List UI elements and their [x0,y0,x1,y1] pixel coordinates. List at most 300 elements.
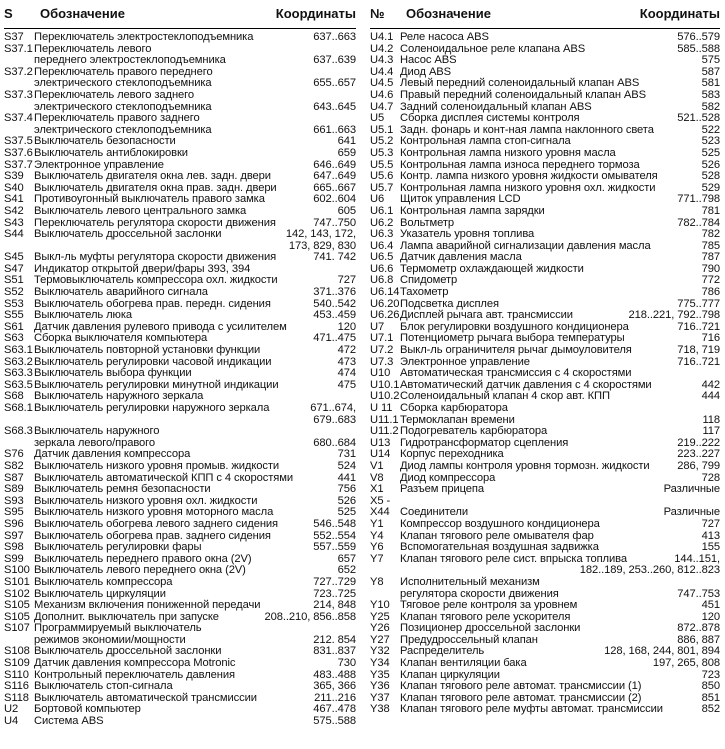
row-coords: 581 [701,77,720,90]
row-coords: 118 [702,413,720,426]
row-name: Исполнительный механизм [400,575,540,588]
row-code: U4.1 [370,31,394,43]
row-code: S44 [4,228,24,241]
row-name: Автоматическая трансмиссия с 4 скоростями [400,367,632,380]
row-name: Выключатель левого центрального замка [34,204,247,217]
row-name: Выключатель регулировки наружного зеркала [34,402,270,414]
row-coords: 728 [701,471,720,484]
row-name: Левый передний соленоидальный клапан ABS [400,77,640,90]
row-name: Выключатель левого переднего окна (2V) [34,564,246,577]
table-row [4,287,356,299]
row-name: Система ABS [34,715,104,728]
row-code: U6.14 [370,286,400,299]
row-name: Выключатель регулировки часовой индикации [34,355,272,368]
row-coords: 442 [701,378,720,391]
row-coords: 529 [701,181,720,194]
row-code: U7.3 [370,355,394,368]
row-code: S68 [4,390,24,403]
row-code: S63.3 [4,367,33,380]
table-row [370,32,720,44]
row-name: Выключатель обогрева прав. передн. сидения [34,297,271,310]
row-code: U13 [370,436,391,449]
row-coords: 552..554 [313,529,356,542]
row-code: S109 [4,657,30,670]
row-name: Выключатель регулировки фары [34,541,202,554]
row-code: Y25 [370,610,390,623]
row-coords: 128, 168, 244, 801, 894 [604,645,720,658]
table-row [4,577,356,589]
row-coords: 605 [337,204,356,217]
table-row [4,113,356,125]
row-coords: 659 [337,146,356,159]
row-name: Выключатель двигателя окна лев. задн. двери [34,170,271,183]
row-code: S76 [4,448,24,461]
row-name: Выключатель дроссельной заслонки [34,645,222,658]
row-code: S107 [4,622,30,635]
row-name: Диод лампы контроля уровня тормозн. жидкости [400,459,650,472]
row-name: Механизм включения пониженной передачи [34,599,261,612]
row-coords: 652 [337,564,356,577]
row-coords: 120 [337,320,356,333]
row-name: Переключатель правого переднего [34,65,213,78]
row-coords: 525 [701,146,720,159]
row-name: электрического стеклоподъемника [34,77,212,90]
row-code: U5.5 [370,158,394,171]
table-row [4,716,356,728]
row-coords: 522 [701,123,720,136]
row-coords: 661..663 [313,123,356,136]
row-code: S61 [4,320,24,333]
row-coords: Различные [663,506,720,519]
row-coords: 731 [337,448,356,461]
row-code: U5 [370,112,385,125]
row-code: U6.8 [370,274,394,287]
row-coords [717,403,720,415]
row-coords: 787 [701,251,720,264]
row-code: U4.3 [370,54,394,67]
row-coords: 723..725 [313,587,356,600]
row-coords: 521..528 [677,112,720,125]
row-code: S68.3 [4,425,33,438]
row-code: S37.6 [4,146,33,159]
row-coords: 557..559 [313,541,356,554]
row-name: Выключатель обогрева левого заднего сидения [34,517,279,530]
row-code: S43 [4,216,24,229]
row-name: Переключатель левого [34,42,152,55]
row-name: электрического стеклоподъемника [34,100,212,113]
row-name: Реле насоса ABS [400,31,489,43]
left-table [4,32,356,728]
row-name: Диод ABS [400,65,452,78]
row-name: Лампа аварийной сигнализации давления масла [400,239,651,252]
row-coords: 583 [701,88,720,101]
row-name: Распределитель [400,645,485,658]
row-name: Электронное управление [34,158,164,171]
row-coords: 582 [701,100,720,113]
row-code: Y27 [370,633,390,646]
table-row [370,600,720,612]
row-name: Клапан тягового реле ускорителя [400,610,571,623]
row-code: S101 [4,575,30,588]
row-coords: 587 [701,65,720,78]
row-name: Выключатель безопасности [34,135,176,148]
row-coords: 671..674, [310,402,356,414]
row-coords: 643..645 [313,100,356,113]
table-row [4,171,356,183]
row-coords [717,577,720,589]
row-code: S102 [4,587,30,600]
table-row [4,345,356,357]
row-code: V1 [370,459,384,472]
row-name: Позиционер дроссельной заслонки [400,622,581,635]
row-code: S41 [4,193,24,206]
row-coords: 142, 143, 172, [285,228,356,241]
table-row [4,148,356,160]
row-code: U6.20 [370,297,400,310]
row-code: U7 [370,320,385,333]
row-coords: 451 [701,599,720,612]
row-coords: 585..588 [677,42,720,55]
row-coords: 575 [701,54,720,67]
row-coords: 852 [701,703,720,716]
row-coords: 223..227 [677,448,720,461]
row-code: U6.5 [370,251,394,264]
row-code: S82 [4,459,24,472]
row-coords [353,113,356,125]
table-row [4,600,356,612]
row-name: Датчик давления масла [400,251,522,264]
table-row [4,542,356,554]
row-code: U10 [370,367,391,380]
table-row [370,171,720,183]
row-name: Выключатель наружного [34,425,160,438]
row-code: S37.3 [4,88,33,101]
row-code: S87 [4,471,24,484]
left-column [4,6,356,728]
left-header [4,6,356,29]
row-coords: 785 [701,239,720,252]
row-coords: 771..798 [677,193,720,206]
row-coords: 680..684 [313,436,356,449]
row-name: Датчик давления компрессора Motronic [34,657,236,670]
row-code: S40 [4,181,24,194]
right-header [370,6,720,29]
row-coords: 716 [701,332,720,345]
row-code: S47 [4,262,24,275]
row-coords: 371..376 [313,286,356,299]
row-coords: 647..649 [313,170,356,183]
row-coords: 444 [701,390,720,403]
row-code: S105 [4,610,30,623]
row-code: S108 [4,645,30,658]
row-code: S93 [4,494,24,507]
row-coords: 727 [701,517,720,530]
row-code: S99 [4,552,24,565]
row-name: Выключатель компрессора [34,575,173,588]
row-name: Задн. фонарь и конт-ная лампа наклонного света [400,123,654,136]
row-name: Переключатель левого заднего [34,88,195,101]
row-code: S96 [4,517,24,530]
row-code: U6.3 [370,228,394,241]
right-table [370,32,720,716]
row-name: Бортовой компьютер [34,703,141,716]
row-coords: 472 [337,344,356,357]
row-coords: 782 [701,228,720,241]
row-coords: 214, 848 [313,599,356,612]
row-code: U6.26 [370,309,400,322]
table-row [4,90,356,102]
row-name: Указатель уровня топлива [400,228,535,241]
row-name: Программируемый выключатель [34,622,202,635]
row-name: Выключатель аварийного сигнала [34,286,208,299]
row-name: Выключатель наружного зеркала [34,390,204,403]
row-coords: 526 [701,158,720,171]
row-code: Y4 [370,529,384,542]
row-code: S116 [4,680,29,693]
row-coords: 851 [701,691,720,704]
row-name: Тяговое реле контроля за уровнем [400,599,578,612]
row-code: U5.6 [370,170,394,183]
row-code: U5.1 [370,123,394,136]
row-name: Автоматический датчик давления с 4 скоростями [400,378,652,391]
row-code: U7.1 [370,332,394,345]
row-coords: 655..657 [313,77,356,90]
row-code: X44 [370,506,390,519]
row-name: Клапан тягового реле омывателя фар [400,529,594,542]
table-row [4,461,356,473]
table-row [370,90,720,102]
row-coords: 365, 366 [313,680,356,693]
row-coords: 208..210, 856..858 [264,610,356,623]
row-coords: 679..683 [313,413,356,426]
row-code: X5 - [370,494,391,507]
row-coords: 781 [701,204,720,217]
row-code: S37.2 [4,65,33,78]
row-name: Соединители [400,506,469,519]
row-name: Выключатель антиблокировки [34,146,188,159]
row-name: Подсветка дисплея [400,297,499,310]
row-code: U4.7 [370,100,394,113]
row-name: Выключатель люка [34,309,132,322]
row-code: U 11 [370,402,393,414]
row-name: Выключатель обогрева прав. заднего сидения [34,529,271,542]
row-coords: 872..878 [677,622,720,635]
row-name: Контр. лампа низкого уровня жидкости омывателя [400,170,658,183]
table-row [370,542,720,554]
table-row [4,206,356,218]
row-name: Выключатель циркуляции [34,587,166,600]
table-row [370,113,720,125]
table-row [4,658,356,670]
row-code: S63.5 [4,378,33,391]
row-name: Выключатель выбора функции [34,367,192,380]
row-code: S37.4 [4,112,33,125]
table-row [370,658,720,670]
row-code: S42 [4,204,24,217]
row-name: Блок регулировки воздушного кондиционера [400,320,629,333]
row-code: U11.1 [370,413,399,426]
row-coords: 772 [701,274,720,287]
row-coords: 540..542 [313,297,356,310]
row-name: Контрольная лампа зарядки [400,204,545,217]
row-name: Тахометр [400,286,449,299]
row-code: S39 [4,170,24,183]
row-name: Индикатор открытой двери/фары 393, 394 [34,262,251,275]
row-coords: 120 [701,610,720,623]
row-code: S105 [4,599,30,612]
row-coords: 483..488 [313,668,356,681]
row-code: Y26 [370,622,390,635]
row-code: U5.3 [370,146,394,159]
row-name: Задний соленоидальный клапан ABS [400,100,592,113]
header-coords: Координаты [275,6,356,21]
row-name: Выключатель двигателя окна прав. задн. двери [34,181,277,194]
row-coords: 775..777 [677,297,720,310]
row-name: Сборка дисплея системы контроля [400,112,580,125]
row-coords: 637..663 [313,31,356,43]
row-name: Клапан тягового реле автомат. трансмиссии (2) [400,691,642,704]
row-code: S63.2 [4,355,33,368]
row-coords: 526 [337,494,356,507]
row-code: Y8 [370,575,384,588]
row-coords: 211..216 [314,691,356,704]
row-code: Y1 [370,517,384,530]
row-code: U4.6 [370,88,394,101]
row-code: Y10 [370,599,390,612]
row-name: Диод компрессора [400,471,496,484]
row-name: Выключатель стоп-сигнала [34,680,173,693]
row-name: Контрольная лампа износа переднего тормоза [400,158,640,171]
row-coords: 602..604 [313,193,356,206]
row-coords: 716..721 [677,355,720,368]
row-coords: 886, 887 [677,633,720,646]
row-code: Y6 [370,541,384,554]
row-coords: 665..667 [313,181,356,194]
row-name: Термометр охлаждающей жидкости [400,262,584,275]
row-coords: 723 [701,668,720,681]
row-name: Выключатель повторной установки функции [34,344,261,357]
row-name: Переключатель электростеклоподъемника [34,31,254,43]
row-coords: 473 [337,355,356,368]
row-name: Дополнит. выключатель при запуске [34,610,219,623]
table-row [370,577,720,589]
row-name: Правый передний соленоидальный клапан ABS [400,88,647,101]
row-name: Выключатель дроссельной заслонки [34,228,222,241]
table-row [370,461,720,473]
row-code: S53 [4,297,24,310]
header-name: Обозначение [40,6,125,21]
row-name: Сборка выключателя компьютера [34,332,208,345]
row-code: Y36 [370,680,390,693]
table-row [4,229,356,241]
right-column [370,6,720,716]
row-name: Выкл-ль муфты регулятора скорости движения [34,251,277,264]
row-coords: 117 [702,425,720,438]
table-row [370,403,720,415]
row-coords: 641 [337,135,356,148]
row-coords: 747..750 [313,216,356,229]
row-coords: 831..837 [313,645,356,658]
row-code: S100 [4,564,30,577]
row-name: Вольтметр [400,216,455,229]
row-name: Клапан тягового реле автомат. трансмиссии (1) [400,680,642,693]
row-name: Подогреватель карбюратора [400,425,548,438]
row-name: Контрольная лампа стоп-сигнала [400,135,571,148]
row-coords: 790 [701,262,720,275]
row-name: Датчик давления рулевого привода с усилителем [34,320,287,333]
row-code: U6.6 [370,262,394,275]
row-code: U14 [370,448,391,461]
row-name: Термоклапан времени [400,413,515,426]
row-name: Электронное управление [400,355,530,368]
table-row [370,345,720,357]
row-name: Датчик давления компрессора [34,448,191,461]
row-code: U10.2 [370,390,400,403]
row-name: Соленоидальное реле клапана ABS [400,42,586,55]
row-name: Насос ABS [400,54,457,67]
row-name: Контрольная лампа низкого уровня охл. жидкости [400,181,656,194]
row-coords: 475 [337,378,356,391]
row-name: Корпус переходника [400,448,504,461]
row-coords: 441 [337,471,356,484]
row-coords: 182..189, 253..260, 812..823 [579,564,720,577]
table-row [370,206,720,218]
row-coords: 727 [337,274,356,287]
row-coords: 197, 265, 808 [652,657,720,670]
row-code: S55 [4,309,24,322]
row-code: U4.2 [370,42,394,55]
row-code: U5.7 [370,181,394,194]
row-code: S110 [4,668,29,681]
row-code: V8 [370,471,384,484]
row-code: Y37 [370,691,390,704]
row-coords: 523 [701,135,720,148]
row-code: U7.2 [370,344,394,357]
row-code: U10.1 [370,378,400,391]
row-code: S52 [4,286,24,299]
row-name: Термовыключатель компрессора охл. жидкости [34,274,278,287]
row-code: U6.1 [370,204,394,217]
row-code: S51 [4,274,24,287]
row-coords: 637..639 [313,54,356,67]
row-coords: 727..729 [313,575,356,588]
header-code: № [370,6,385,21]
row-name: Разъем прицепа [400,483,484,496]
table-row [370,229,720,241]
row-coords: 218..221, 792..798 [628,309,720,322]
row-name: Дисплей рычага авт. трансмиссии [400,309,573,322]
row-code: U4.5 [370,77,394,90]
row-coords: 657 [337,552,356,565]
row-code: U4.4 [370,65,394,78]
row-coords: 575..588 [313,715,356,728]
row-name: Клапан тягового реле сист. впрыска топлива [400,552,627,565]
row-code: S97 [4,529,24,542]
row-code: S37.7 [4,158,33,171]
table-row [4,403,356,415]
row-code: X1 [370,483,384,496]
row-code: S45 [4,251,24,264]
row-code: U2 [4,703,19,716]
row-name: Спидометр [400,274,458,287]
row-coords: 525 [337,506,356,519]
row-name: Предудроссельный клапан [400,633,538,646]
row-name: Гидротрансформатор сцепления [400,436,569,449]
row-code: Y35 [370,668,390,681]
table-row [370,484,720,496]
row-code: U4 [4,715,19,728]
row-coords: 155 [701,541,720,554]
